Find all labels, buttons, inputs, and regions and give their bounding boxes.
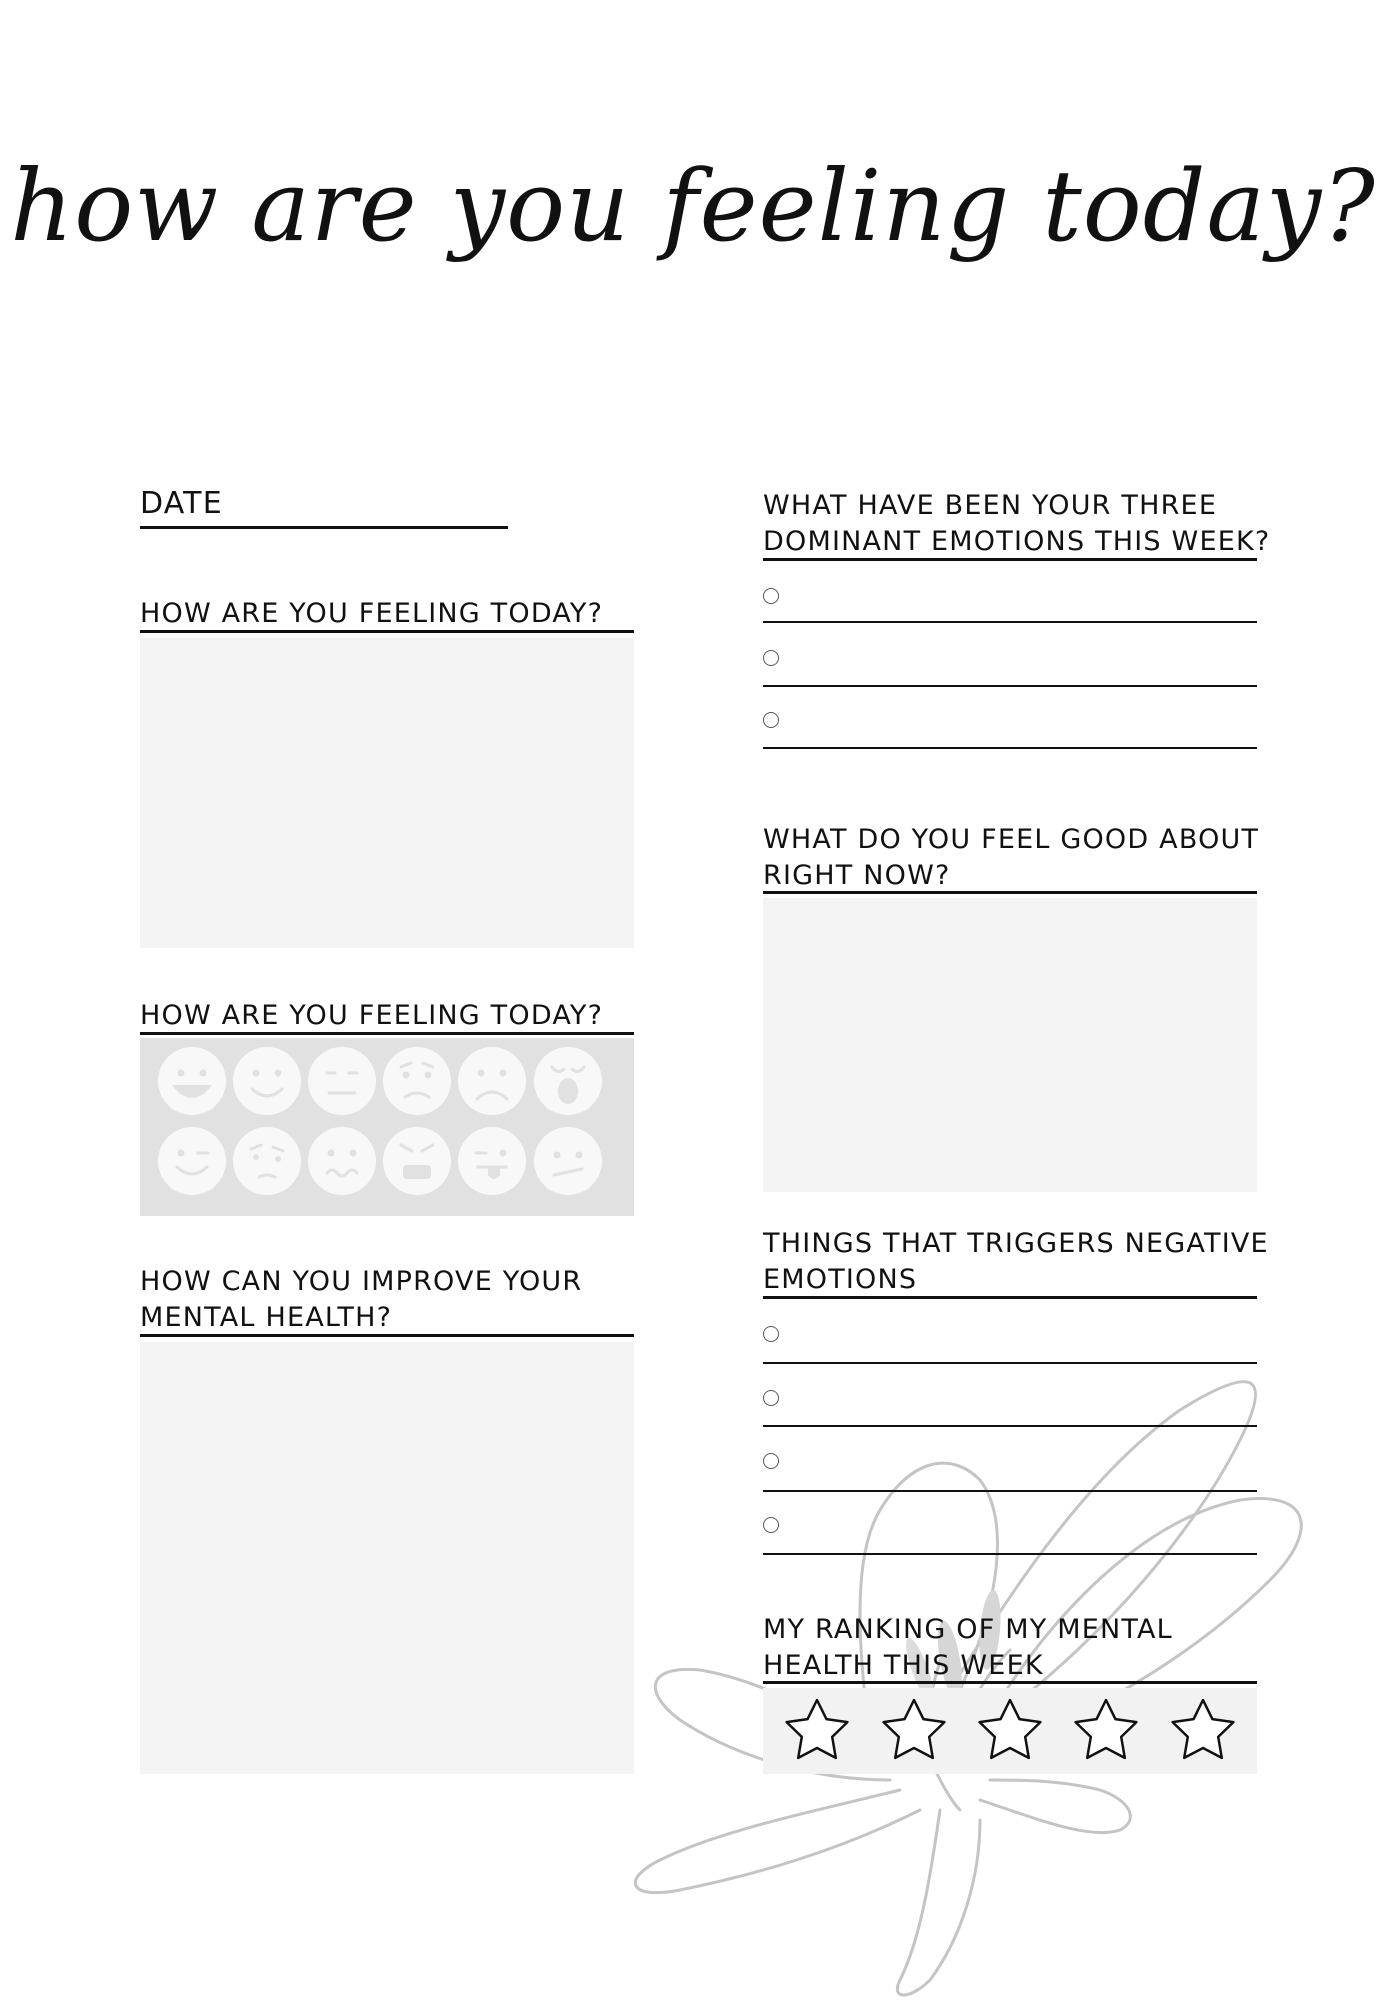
triggers-label-line1: THINGS THAT TRIGGERS NEGATIVE bbox=[763, 1228, 1269, 1259]
good-text-box[interactable] bbox=[763, 898, 1257, 1192]
mood-emoji-panel bbox=[140, 1038, 634, 1216]
emotion-1-line[interactable] bbox=[763, 621, 1257, 623]
emotions-rule bbox=[763, 558, 1257, 561]
mood-laughing-icon[interactable] bbox=[158, 1047, 226, 1115]
emotion-1-bullet[interactable] bbox=[763, 588, 779, 604]
mood-tongue-out-icon[interactable] bbox=[458, 1127, 526, 1195]
mood-sad-icon[interactable] bbox=[458, 1047, 526, 1115]
improve-label-line1: HOW CAN YOU IMPROVE YOUR bbox=[140, 1266, 583, 1297]
star-5-icon[interactable] bbox=[1173, 1700, 1234, 1758]
triggers-label-line2: EMOTIONS bbox=[763, 1264, 918, 1295]
feeling-emoji-label: HOW ARE YOU FEELING TODAY? bbox=[140, 1000, 604, 1031]
star-4-icon[interactable] bbox=[1076, 1700, 1137, 1758]
star-1-icon[interactable] bbox=[787, 1700, 848, 1758]
star-2-icon[interactable] bbox=[884, 1700, 945, 1758]
ranking-label-line2: HEALTH THIS WEEK bbox=[763, 1650, 1044, 1681]
trigger-2-line[interactable] bbox=[763, 1425, 1257, 1427]
trigger-4-bullet[interactable] bbox=[763, 1517, 779, 1533]
trigger-3-bullet[interactable] bbox=[763, 1453, 779, 1469]
trigger-2-bullet[interactable] bbox=[763, 1390, 779, 1406]
mood-wavy-mouth-icon[interactable] bbox=[308, 1127, 376, 1195]
feeling-text-box[interactable] bbox=[140, 638, 634, 948]
ranking-label bbox=[763, 1612, 1173, 1684]
emotion-2-bullet[interactable] bbox=[763, 650, 779, 666]
star-3-icon[interactable] bbox=[980, 1700, 1041, 1758]
emotions-label-line1: WHAT HAVE BEEN YOUR THREE bbox=[763, 490, 1218, 521]
triggers-label bbox=[763, 1226, 1269, 1298]
improve-label bbox=[140, 1264, 582, 1336]
page-title: how are you feeling today? bbox=[10, 150, 1376, 264]
good-label-line1: WHAT DO YOU FEEL GOOD ABOUT bbox=[763, 824, 1260, 855]
mood-smiling-icon[interactable] bbox=[233, 1047, 301, 1115]
good-label-line2: RIGHT NOW? bbox=[763, 860, 951, 891]
mood-confused-icon[interactable] bbox=[233, 1127, 301, 1195]
ranking-label-line1: MY RANKING OF MY MENTAL bbox=[763, 1614, 1173, 1645]
emotions-label bbox=[763, 488, 1270, 560]
ranking-rule bbox=[763, 1681, 1257, 1684]
emotion-3-line[interactable] bbox=[763, 747, 1257, 749]
good-rule bbox=[763, 891, 1257, 894]
star-rating bbox=[763, 1688, 1257, 1774]
mood-neutral-icon[interactable] bbox=[308, 1047, 376, 1115]
date-label: DATE bbox=[140, 486, 223, 521]
improve-rule bbox=[140, 1334, 634, 1337]
emotion-2-line[interactable] bbox=[763, 685, 1257, 687]
mood-shocked-icon[interactable] bbox=[534, 1047, 602, 1115]
mood-worried-icon[interactable] bbox=[383, 1047, 451, 1115]
mood-skeptical-icon[interactable] bbox=[534, 1127, 602, 1195]
feeling-text-label: HOW ARE YOU FEELING TODAY? bbox=[140, 598, 604, 629]
trigger-4-line[interactable] bbox=[763, 1553, 1257, 1555]
triggers-rule bbox=[763, 1296, 1257, 1299]
improve-label-line2: MENTAL HEALTH? bbox=[140, 1302, 393, 1333]
good-label bbox=[763, 822, 1259, 894]
mood-angry-icon[interactable] bbox=[383, 1127, 451, 1195]
trigger-1-line[interactable] bbox=[763, 1362, 1257, 1364]
feeling-text-rule bbox=[140, 630, 634, 633]
trigger-1-bullet[interactable] bbox=[763, 1326, 779, 1342]
emotion-3-bullet[interactable] bbox=[763, 712, 779, 728]
date-input-line[interactable] bbox=[140, 526, 508, 529]
feeling-emoji-rule bbox=[140, 1032, 634, 1035]
trigger-3-line[interactable] bbox=[763, 1490, 1257, 1492]
improve-text-box[interactable] bbox=[140, 1342, 634, 1774]
emotions-label-line2: DOMINANT EMOTIONS THIS WEEK? bbox=[763, 526, 1271, 557]
mood-happy-wink-icon[interactable] bbox=[158, 1127, 226, 1195]
